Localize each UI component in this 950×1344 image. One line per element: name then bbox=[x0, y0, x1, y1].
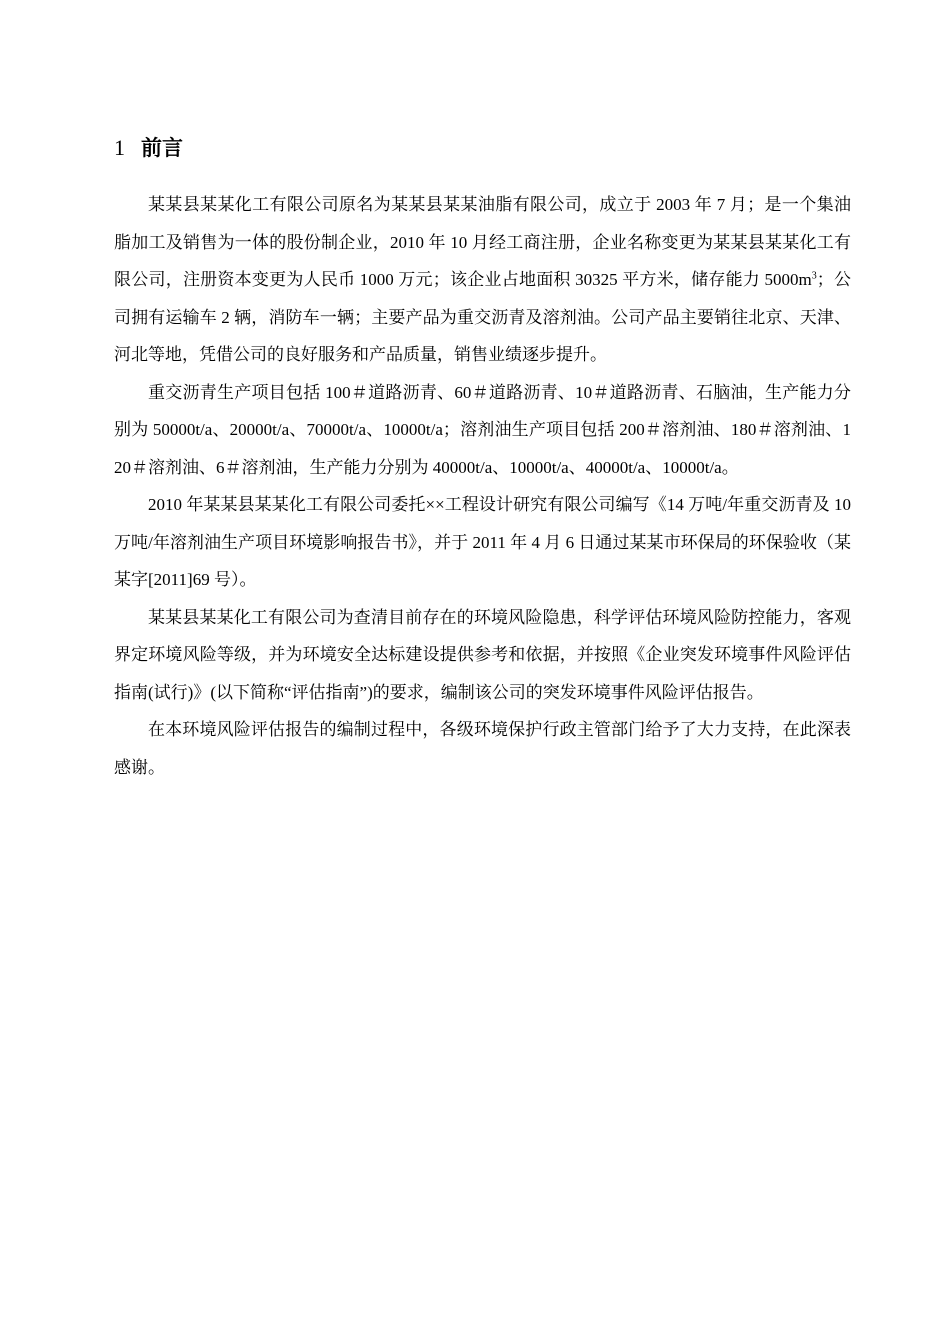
paragraph-risk-assessment-purpose: 某某县某某化工有限公司为查清目前存在的环境风险隐患，科学评估环境风险防控能力，客观界定环境风险等级，并为环境安全达标建设提供参考和依据，并按照《企业突发环境事件风险评估指南(试行)》(以下简称“评估指南”)的要求，编制该公司的突发环境事件风险评估报告。 bbox=[114, 607, 851, 702]
document-page bbox=[114, 132, 851, 786]
paragraph-company-overview-part1: 某某县某某化工有限公司原名为某某县某某油脂有限公司，成立于 2003 年 7 月；是一个集油脂加工及销售为一体的股份制企业，2010 年 10 月经工商注册，企业名称变更为某某县某某化工有限公司，注册资本变更为人民币 1000 万元；该企业占地面积 30325 平方米，储存能力 5000m bbox=[114, 195, 851, 289]
paragraph-company-overview-part2: ；公司拥有运输车 2 辆，消防车一辆；主要产品为重交沥青及溶剂油。公司产品主要销往北京、天津、河北等地，凭借公司的良好服务和产品质量，销售业绩逐步提升。 bbox=[114, 270, 851, 364]
section-heading bbox=[114, 132, 851, 176]
paragraph-acknowledgement: 在本环境风险评估报告的编制过程中，各级环境保护行政主管部门给予了大力支持，在此深表感谢。 bbox=[114, 720, 851, 777]
paragraph-company-overview bbox=[114, 186, 851, 374]
section-title: 前言 bbox=[141, 136, 183, 160]
paragraph-environmental-report: 2010 年某某县某某化工有限公司委托××工程设计研究有限公司编写《14 万吨/年重交沥青及 10 万吨/年溶剂油生产项目环境影响报告书》，并于 2011 年 4 月 6 日通过某某市环保局的环保验收（某某字[2011]69 号）。 bbox=[114, 495, 851, 589]
paragraph-production-projects: 重交沥青生产项目包括 100＃道路沥青、60＃道路沥青、10＃道路沥青、石脑油，生产能力分别为 50000t/a、20000t/a、70000t/a、10000t/a；溶剂油生产项目包括 200＃溶剂油、180＃溶剂油、120＃溶剂油、6＃溶剂油，生产能力分别为 40000t/a、10000t/a、40000t/a、10000t/a。 bbox=[114, 382, 851, 477]
section-number: 1 bbox=[114, 135, 125, 160]
superscript-cubed: 3 bbox=[811, 270, 817, 282]
